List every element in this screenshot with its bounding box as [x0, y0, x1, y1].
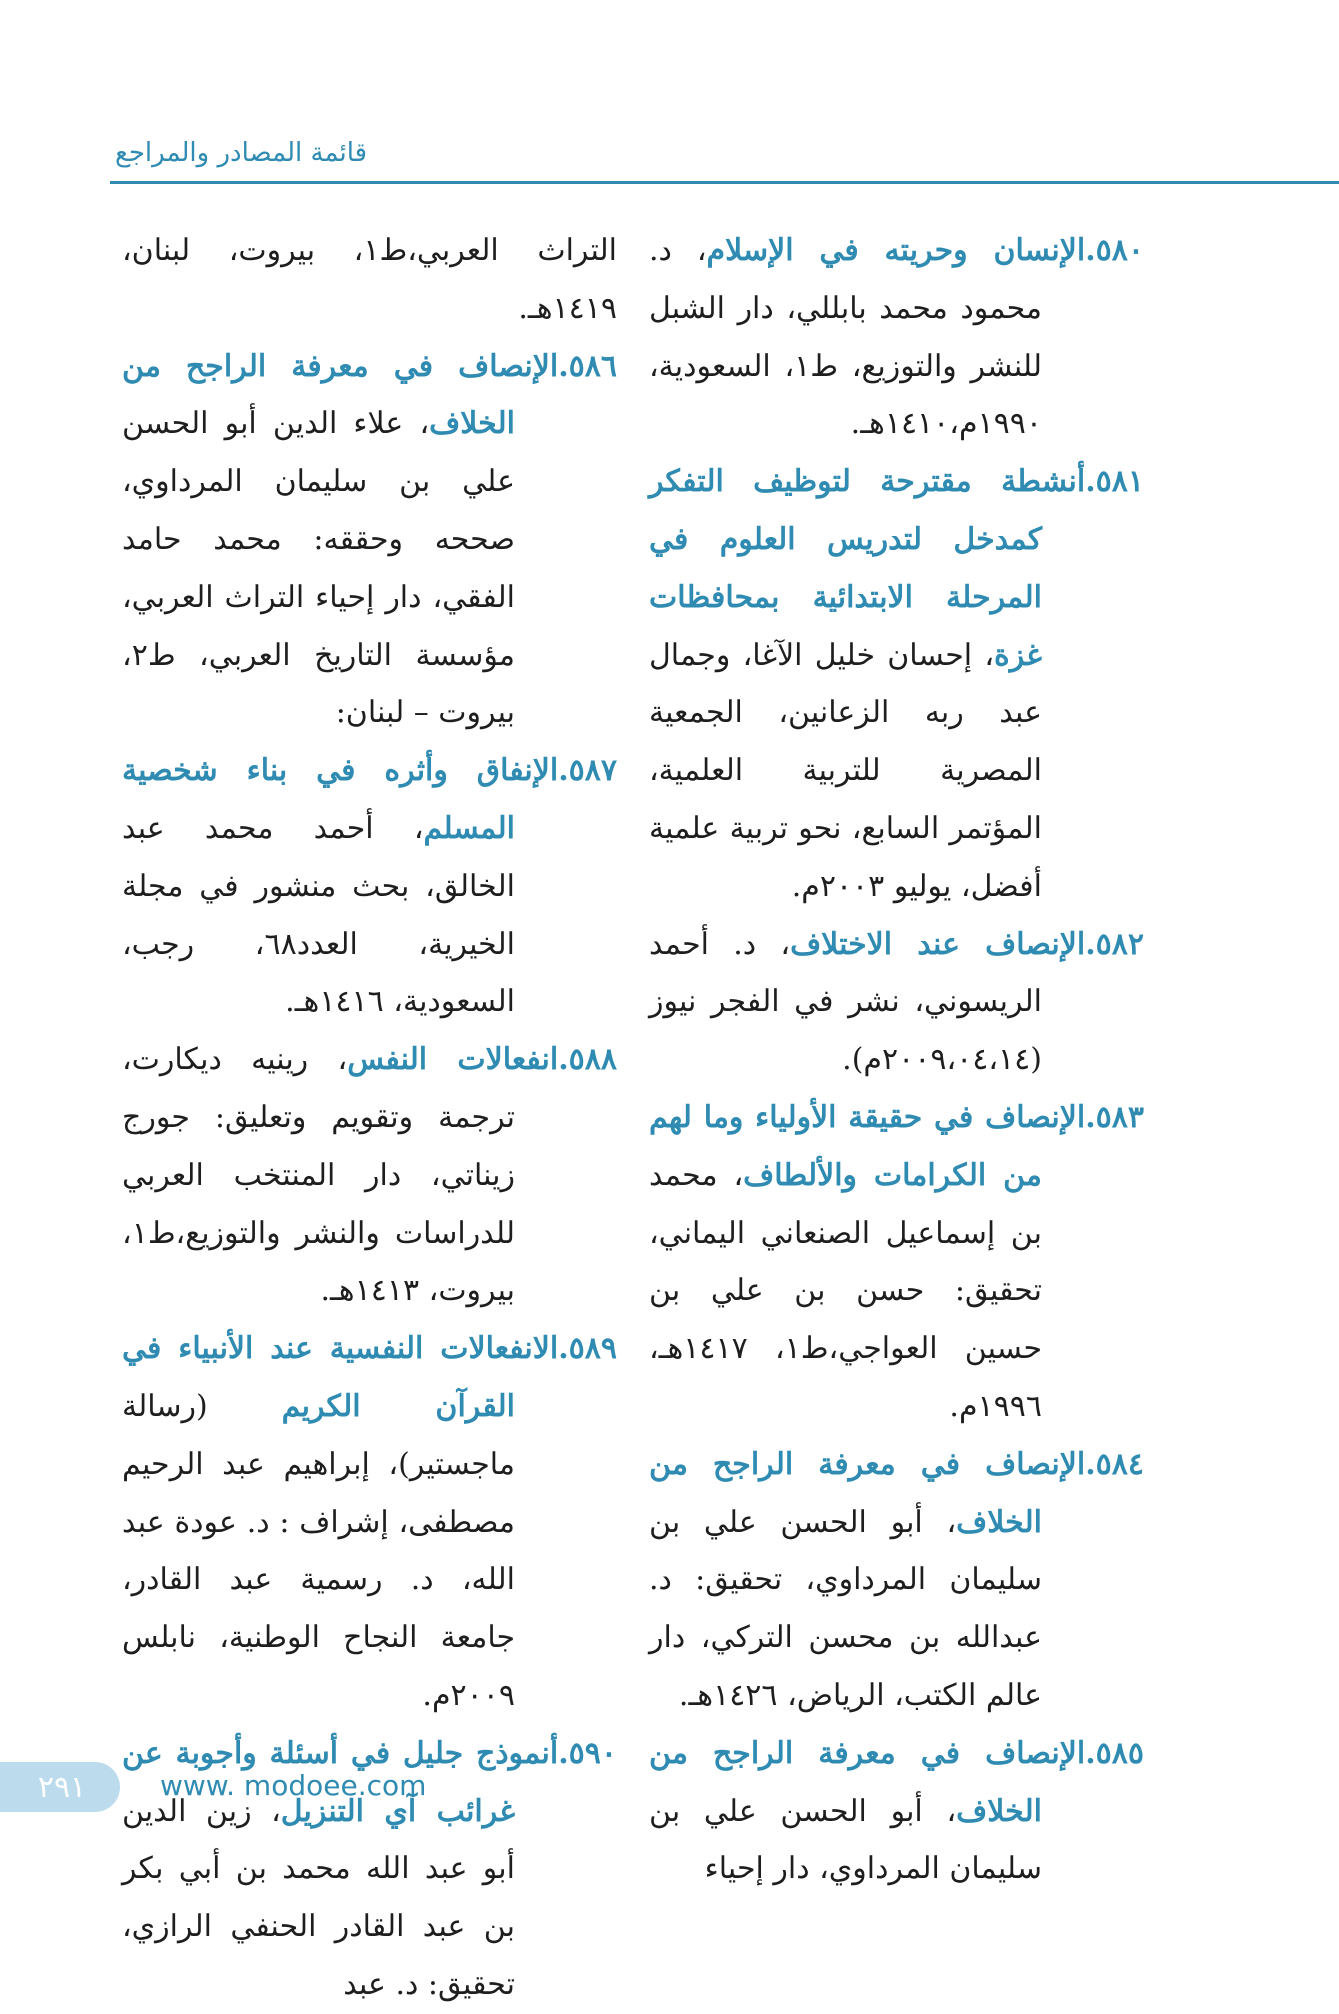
reference-entry [649, 1089, 1144, 1436]
entry-title: الإنصاف في حقيقة الأولياء وما لهم من الكرامات والألطاف [649, 1099, 1086, 1193]
entry-title: الإنصاف عند الاختلاف [790, 926, 1086, 962]
entry-number: ٥٨٤. [1085, 1446, 1144, 1482]
entry-title: انفعالات النفس [347, 1042, 559, 1078]
entry-details: ، رينيه ديكارت، ترجمة وتقويم وتعليق: جورج زيناتي، دار المنتخب العربي للدراسات والنشر والتوزيع،ط١، بيروت، ١٤١٣هـ. [122, 1042, 515, 1309]
entry-number: ٥٨٣. [1085, 1099, 1144, 1135]
entry-details: ، محمد بن إسماعيل الصنعاني اليماني، تحقيق: حسن بن علي بن حسين العواجي،ط١، ١٤١٧هـ، ١٩٩٦م. [649, 1157, 1042, 1424]
entry-details: (رسالة ماجستير)، إبراهيم عبد الرحيم مصطفى، إشراف : د. عودة عبد الله، د. رسمية عبد القادر، جامعة النجاح الوطنية، نابلس ٢٠٠٩م. [122, 1388, 515, 1713]
entry-title: الإنصاف في معرفة الراجح من الخلاف [649, 1446, 1086, 1540]
entry-number: ٥٨٨. [558, 1042, 617, 1078]
header-divider [110, 181, 1339, 184]
website-link[interactable]: www. modoee.com [160, 1769, 427, 1802]
entry-title: أنشطة مقترحة لتوظيف التفكر كمدخل لتدريس العلوم في المرحلة الابتدائية بمحافظات غزة [649, 464, 1086, 673]
entry-title: الإنفاق وأثره في بناء شخصية المسلم [122, 753, 559, 846]
entry-details: ، إحسان خليل الآغا، وجمال عبد ربه الزعانين، الجمعية المصرية للتربية العلمية، المؤتمر السابع، نحو تربية علمية أفضل، يوليو ٢٠٠٣م. [649, 637, 1042, 904]
entry-title: الإنصاف في معرفة الراجح من الخلاف [122, 348, 559, 442]
entry-details: ، زين الدين أبو عبد الله محمد بن أبي بكر بن عبد القادر الحنفي الرازي، تحقيق: د. عبد [122, 1793, 515, 2002]
reference-entry [122, 1320, 617, 1725]
entry-continuation: التراث العربي،ط١، بيروت، لبنان، ١٤١٩هـ. [122, 233, 617, 326]
entry-details: ، علاء الدين أبو الحسن علي بن سليمان المرداوي، صححه وحققه: محمد حامد الفقي، دار إحياء التراث العربي، مؤسسة التاريخ العربي، ط٢، بيروت – لبنان: [122, 406, 515, 731]
entry-details: ، د. محمود محمد بابللي، دار الشبل للنشر والتوزيع، ط١، السعودية، ١٩٩٠م،١٤١٠هـ. [649, 233, 1042, 442]
entry-number: ٥٨٥. [1085, 1735, 1144, 1771]
reference-entry [649, 1436, 1144, 1725]
entry-details: ، د. أحمد الريسوني، نشر في الفجر نيوز (٢٠٠٩،٠٤،١٤م). [649, 926, 1042, 1078]
entry-number: ٥٨٦. [558, 348, 617, 384]
reference-entry [122, 338, 617, 743]
reference-entry [649, 916, 1144, 1089]
right-column [649, 222, 1144, 1898]
entry-number: ٥٩٠. [558, 1735, 617, 1771]
entry-number: ٥٨١. [1085, 464, 1144, 500]
entry-number: ٥٨٢. [1085, 926, 1144, 962]
entry-number: ٥٨٠. [1085, 233, 1144, 268]
entry-title: الإنسان وحريته في الإسلام [706, 233, 1086, 268]
page-number: ٢٩١ [37, 1770, 87, 1805]
left-column [122, 222, 617, 2014]
reference-entry [122, 742, 617, 1031]
reference-entry [649, 1725, 1144, 1898]
entry-title: أنموذج جليل في أسئلة وأجوبة عن غرائب آي التنزيل [122, 1735, 559, 1829]
entry-details: ، أبو الحسن علي بن سليمان المرداوي، دار إحياء [649, 1793, 1042, 1887]
entry-number: ٥٨٩. [558, 1331, 617, 1367]
entry-details: ، أحمد محمد عبد الخالق، بحث منشور في مجلة الخيرية، العدد٦٨، رجب، السعودية، ١٤١٦هـ. [122, 810, 515, 1020]
running-header-title: قائمة المصادر والمراجع [115, 138, 368, 168]
entry-number: ٥٨٧. [558, 753, 617, 789]
reference-entry [649, 222, 1144, 453]
entry-details: ، أبو الحسن علي بن سليمان المرداوي، تحقيق: د. عبدالله بن محسن التركي، دار عالم الكتب، الرياض، ١٤٢٦هـ. [649, 1504, 1042, 1713]
entry-title: الانفعالات النفسية عند الأنبياء في القرآن الكريم [122, 1331, 559, 1424]
reference-entry [122, 1031, 617, 1320]
reference-entry [649, 453, 1144, 915]
entry-title: الإنصاف في معرفة الراجح من الخلاف [649, 1735, 1086, 1829]
